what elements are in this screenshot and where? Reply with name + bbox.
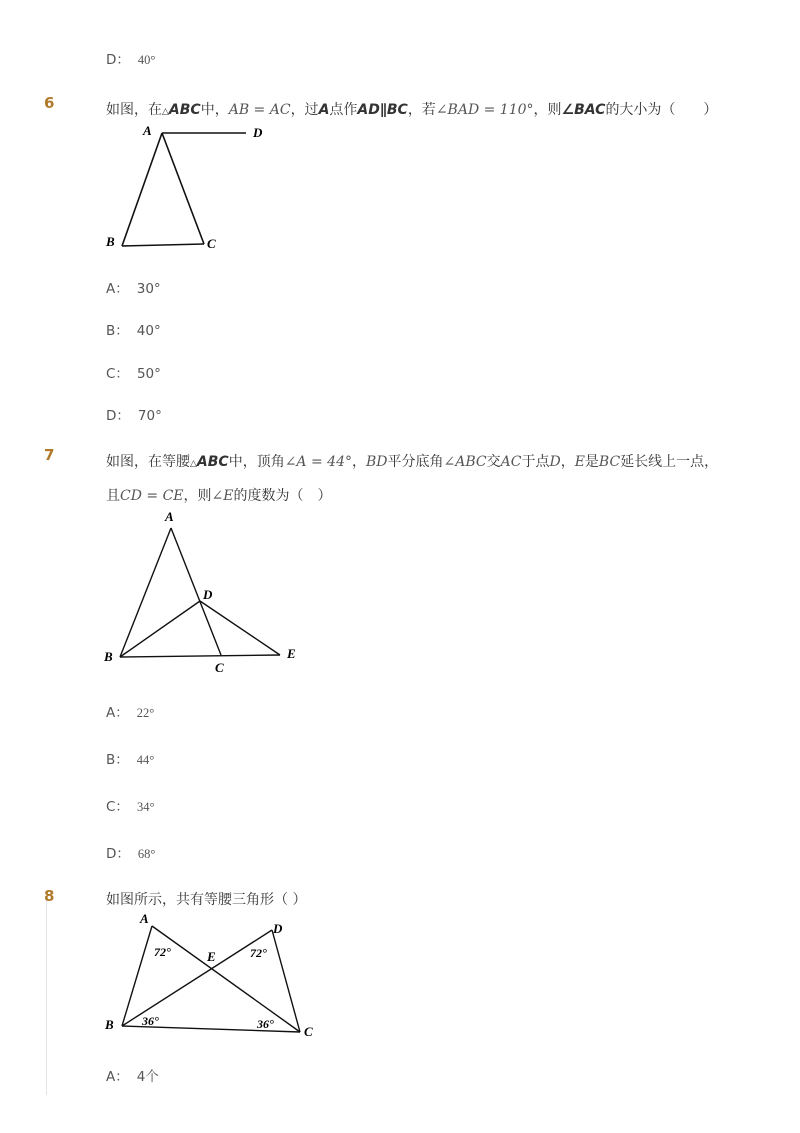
q7-option-a[interactable]: A： 22°	[106, 705, 155, 721]
question-7-stem-line1: 如图，在等腰△ABC中，顶角∠A = 44°，BD平分底角∠ABC交AC于点D，E是BC延长线上一点，	[106, 454, 719, 470]
angle-d: 72°	[250, 946, 267, 960]
q6-figure	[100, 118, 280, 258]
q7-option-c[interactable]: C： 34°	[106, 799, 155, 815]
line-be	[120, 655, 280, 657]
line-ab	[122, 926, 152, 1026]
q7-option-b[interactable]: B： 44°	[106, 752, 155, 768]
line-ab	[120, 528, 171, 657]
angle-b: 36°	[142, 1014, 159, 1028]
label-a: A	[165, 509, 174, 524]
line-ab	[122, 133, 162, 246]
label-e: E	[287, 646, 296, 661]
q5-option-d[interactable]	[106, 48, 155, 68]
angle-a: 72°	[154, 945, 171, 959]
q6-option-c[interactable]: C： 50°	[106, 366, 161, 382]
line-dc	[272, 930, 300, 1032]
label-c: C	[207, 236, 216, 251]
label-b: B	[105, 1017, 114, 1032]
option-label: D：	[106, 52, 130, 68]
question-8-stem: 如图所示，共有等腰三角形（ ）	[106, 892, 307, 908]
label-d: D	[203, 587, 213, 602]
label-b: B	[104, 649, 113, 664]
line-ac	[171, 528, 221, 655]
label-c: C	[304, 1024, 313, 1039]
label-c: C	[215, 660, 224, 675]
q6-option-a[interactable]: A： 30°	[106, 281, 161, 297]
line-de	[200, 601, 280, 655]
question-number-8: 8	[44, 887, 55, 905]
question-7-stem-line2: 且CD = CE，则∠E的度数为（ ）	[106, 488, 332, 504]
label-d: D	[273, 921, 283, 936]
q8-option-a[interactable]: A： 4个	[106, 1069, 159, 1085]
label-d: D	[253, 125, 263, 140]
line-ac	[152, 926, 300, 1032]
line-bd	[120, 601, 200, 657]
angle-c: 36°	[257, 1017, 274, 1031]
label-a: A	[143, 123, 152, 138]
label-e: E	[207, 949, 216, 964]
q6-option-d[interactable]: D： 70°	[106, 408, 162, 424]
q8-figure	[100, 908, 320, 1043]
question-number-6: 6	[44, 94, 55, 112]
label-b: B	[106, 234, 115, 249]
question-number-7: 7	[44, 446, 55, 464]
label-a: A	[140, 911, 149, 926]
q7-option-d[interactable]: D： 68°	[106, 846, 156, 862]
q6-option-b[interactable]: B： 40°	[106, 323, 161, 339]
line-ac	[162, 133, 204, 244]
option-value: 40°	[137, 53, 156, 67]
section-divider	[46, 900, 47, 1095]
q7-figure	[100, 505, 310, 680]
line-bd	[122, 930, 272, 1026]
line-bc	[122, 244, 204, 246]
question-6-stem: 如图，在△ABC中，AB = AC，过A点作AD∥BC，若∠BAD = 110°，则∠BAC的大小为（ ）	[106, 102, 718, 118]
